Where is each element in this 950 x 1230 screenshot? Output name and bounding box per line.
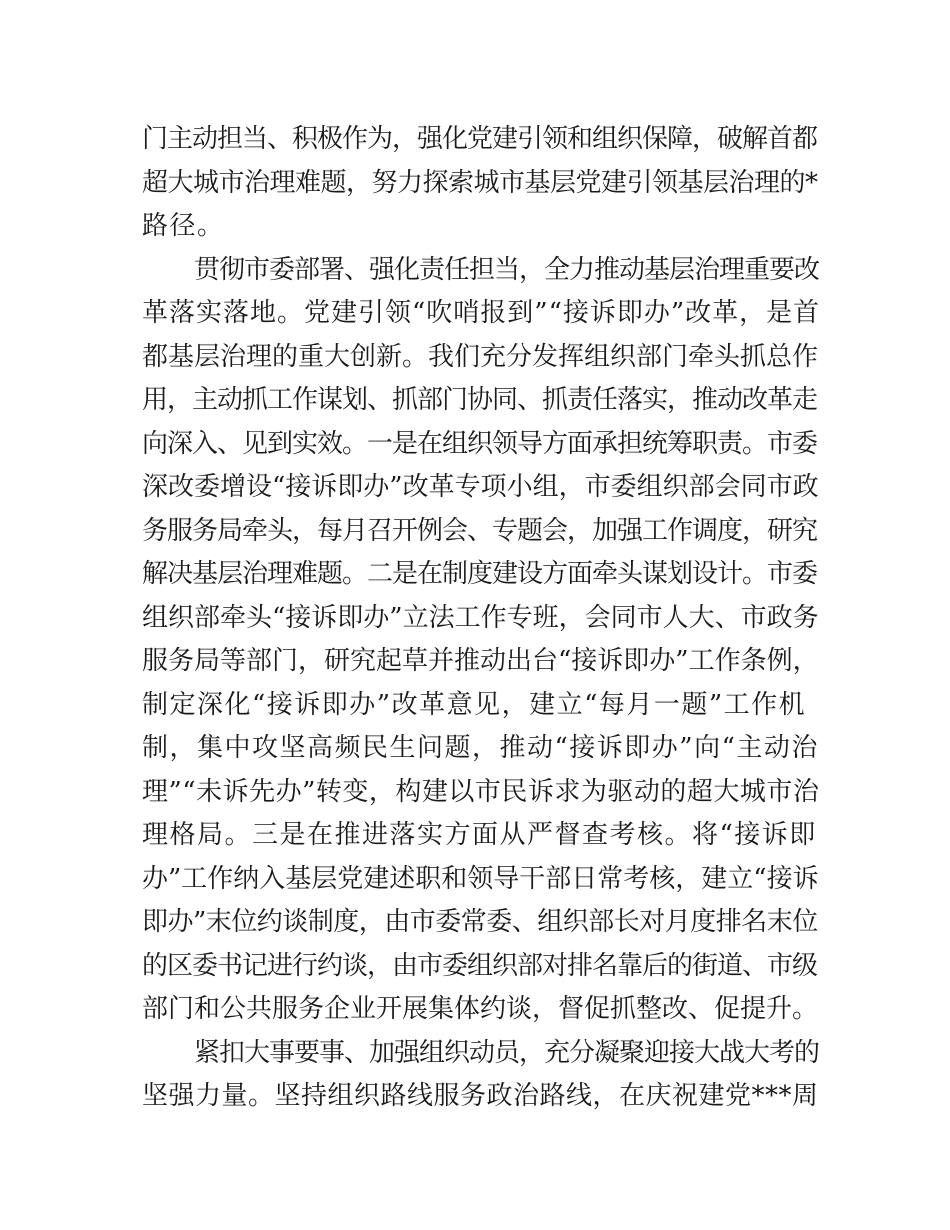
text-line: 用，主动抓工作谋划、抓部门协同、抓责任落实，推动改革走 (142, 385, 818, 415)
text-line: 深改委增设“接诉即办”改革专项小组，市委组织部会同市政 (142, 472, 819, 502)
document-body (142, 118, 822, 1119)
text-line: 理”“未诉先办”转变，构建以市民诉求为驱动的超大城市治 (142, 776, 820, 807)
text-line: 都基层治理的重大创新。我们充分发挥组织部门牵头抓总作 (142, 341, 819, 372)
text-line: 务服务局牵头，每月召开例会、专题会，加强工作调度，研究 (142, 515, 818, 546)
text-line: 即办”末位约谈制度，由市委常委、组织部长对月度排名末位 (142, 907, 818, 937)
text-line: 理格局。三是在推进落实方面从严督查考核。将“接诉即 (142, 820, 817, 850)
text-line: 贯彻市委部署、强化责任担当，全力推动基层治理重要改 (194, 254, 820, 285)
text-line: 制，集中攻坚高频民生问题，推动“接诉即办”向“主动治 (142, 733, 819, 763)
text-line: 组织部牵头“接诉即办”立法工作专班，会同市人大、市政务 (142, 602, 819, 633)
text-line: 办”工作纳入基层党建述职和领导干部日常考核，建立“接诉 (142, 863, 819, 894)
text-line: 路径。 (142, 211, 225, 241)
text-line: 革落实落地。党建引领“吹哨报到”“接诉即办”改革，是首 (142, 298, 821, 328)
text-line: 制定深化“接诉即办”改革意见，建立“每月一题”工作机 (142, 689, 807, 720)
text-line: 超大城市治理难题，努力探索城市基层党建引领基层治理的* (142, 167, 818, 198)
text-line: 服务局等部门，研究起草并推动出台“接诉即办”工作条例， (142, 646, 819, 676)
text-line: 向深入、见到实效。一是在组织领导方面承担统筹职责。市委 (142, 428, 818, 459)
text-line: 解决基层治理难题。二是在制度建设方面牵头谋划设计。市委 (142, 559, 818, 589)
text-line: 的区委书记进行约谈，由市委组织部对排名靠后的街道、市级 (142, 950, 818, 981)
text-line: 坚强力量。坚持组织路线服务政治路线，在庆祝建党***周 (142, 1081, 819, 1111)
text-line: 部门和公共服务企业开展集体约谈，督促抓整改、促提升。 (142, 994, 819, 1024)
text-line: 门主动担当、积极作为，强化党建引领和组织保障，破解首都 (142, 124, 818, 154)
text-line: 紧扣大事要事、加强组织动员，充分凝聚迎接大战大考的 (194, 1037, 820, 1068)
